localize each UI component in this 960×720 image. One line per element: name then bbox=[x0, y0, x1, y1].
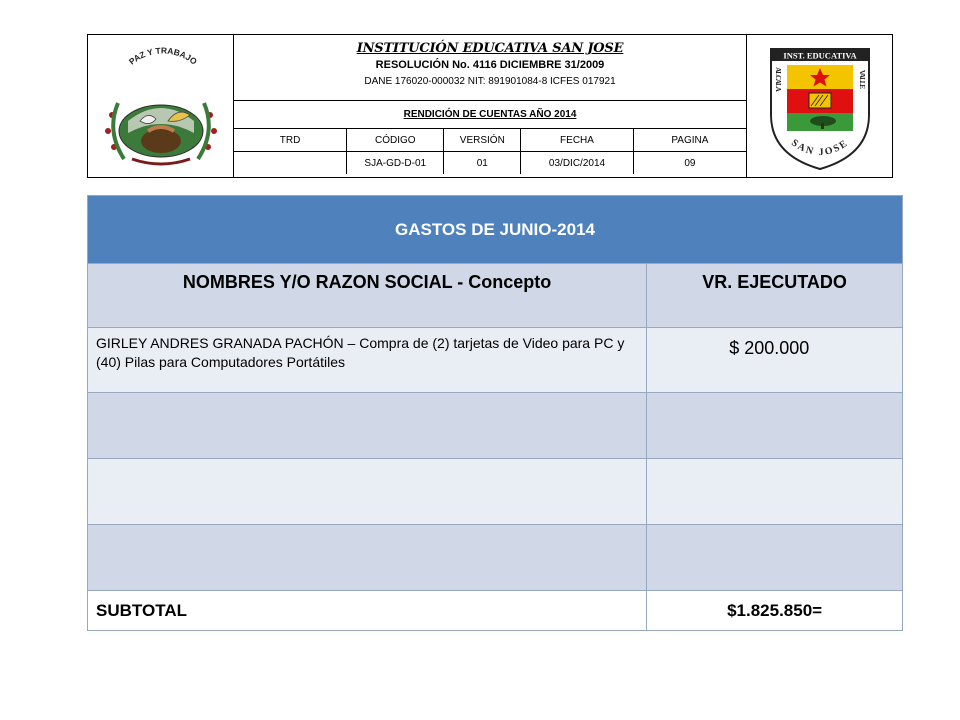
resolution-line: RESOLUCIÓN No. 4116 DICIEMBRE 31/2009 bbox=[375, 59, 605, 71]
row-amount bbox=[647, 525, 903, 591]
row-amount bbox=[647, 393, 903, 459]
column-header-row bbox=[88, 264, 903, 328]
table-row bbox=[88, 525, 903, 591]
crest-left-text: ALCALA bbox=[774, 67, 782, 91]
meta-value-codigo: SJA-GD-D-01 bbox=[347, 152, 444, 175]
meta-header-pagina: PAGINA bbox=[633, 129, 746, 152]
meta-value-fecha: 03/DIC/2014 bbox=[521, 152, 634, 175]
table-row bbox=[88, 459, 903, 525]
right-logo bbox=[746, 35, 892, 177]
school-shield-crest-icon bbox=[747, 35, 893, 177]
crest-top-text: INST. EDUCATIVA bbox=[783, 50, 857, 61]
crest-bottom-text: SAN JOSE bbox=[789, 137, 851, 159]
row-concept bbox=[88, 525, 647, 591]
expenses-table bbox=[87, 195, 903, 631]
report-title: RENDICIÓN DE CUENTAS AÑO 2014 bbox=[234, 101, 746, 129]
row-concept bbox=[88, 459, 647, 525]
emblem-motto: PAZ Y TRABAJO bbox=[126, 45, 199, 67]
meta-value-pagina: 09 bbox=[684, 157, 696, 169]
table-row bbox=[88, 328, 903, 393]
row-amount bbox=[647, 459, 903, 525]
subtotal-row bbox=[88, 591, 903, 631]
column-header-amount: VR. EJECUTADO bbox=[647, 264, 903, 328]
document-header bbox=[87, 34, 893, 178]
table-banner: GASTOS DE JUNIO-2014 bbox=[88, 196, 903, 264]
meta-header-codigo: CÓDIGO bbox=[347, 129, 444, 152]
subtotal-label: SUBTOTAL bbox=[88, 591, 647, 631]
crest-right-text: VALLE bbox=[858, 69, 866, 89]
paz-y-trabajo-emblem-icon bbox=[88, 35, 234, 177]
row-concept bbox=[88, 393, 647, 459]
left-logo bbox=[88, 35, 234, 177]
header-center bbox=[234, 35, 746, 177]
institution-name: INSTITUCIÓN EDUCATIVA SAN JOSE bbox=[356, 41, 624, 56]
table-row bbox=[88, 393, 903, 459]
dane-line: DANE 176020-000032 NIT: 891901084-8 ICFES 017921 bbox=[364, 76, 616, 87]
svg-text:PAZ Y TRABAJO bbox=[127, 45, 199, 66]
subtotal-value: $1.825.850= bbox=[647, 591, 903, 631]
meta-value-version: 01 bbox=[444, 152, 521, 175]
column-header-concept: NOMBRES Y/O RAZON SOCIAL - Concepto bbox=[88, 264, 647, 328]
row-concept: GIRLEY ANDRES GRANADA PACHÓN – Compra de (2) tarjetas de Video para PC y (40) Pilas para Computadores Portátiles bbox=[88, 328, 647, 393]
row-amount: $ 200.000 bbox=[647, 328, 903, 393]
table-banner-row bbox=[88, 196, 903, 264]
meta-value-trd bbox=[234, 152, 347, 175]
meta-header-version: VERSIÓN bbox=[444, 129, 521, 152]
document-meta-table bbox=[234, 129, 746, 174]
meta-header-trd: TRD bbox=[234, 129, 347, 152]
meta-header-fecha: FECHA bbox=[521, 129, 634, 152]
